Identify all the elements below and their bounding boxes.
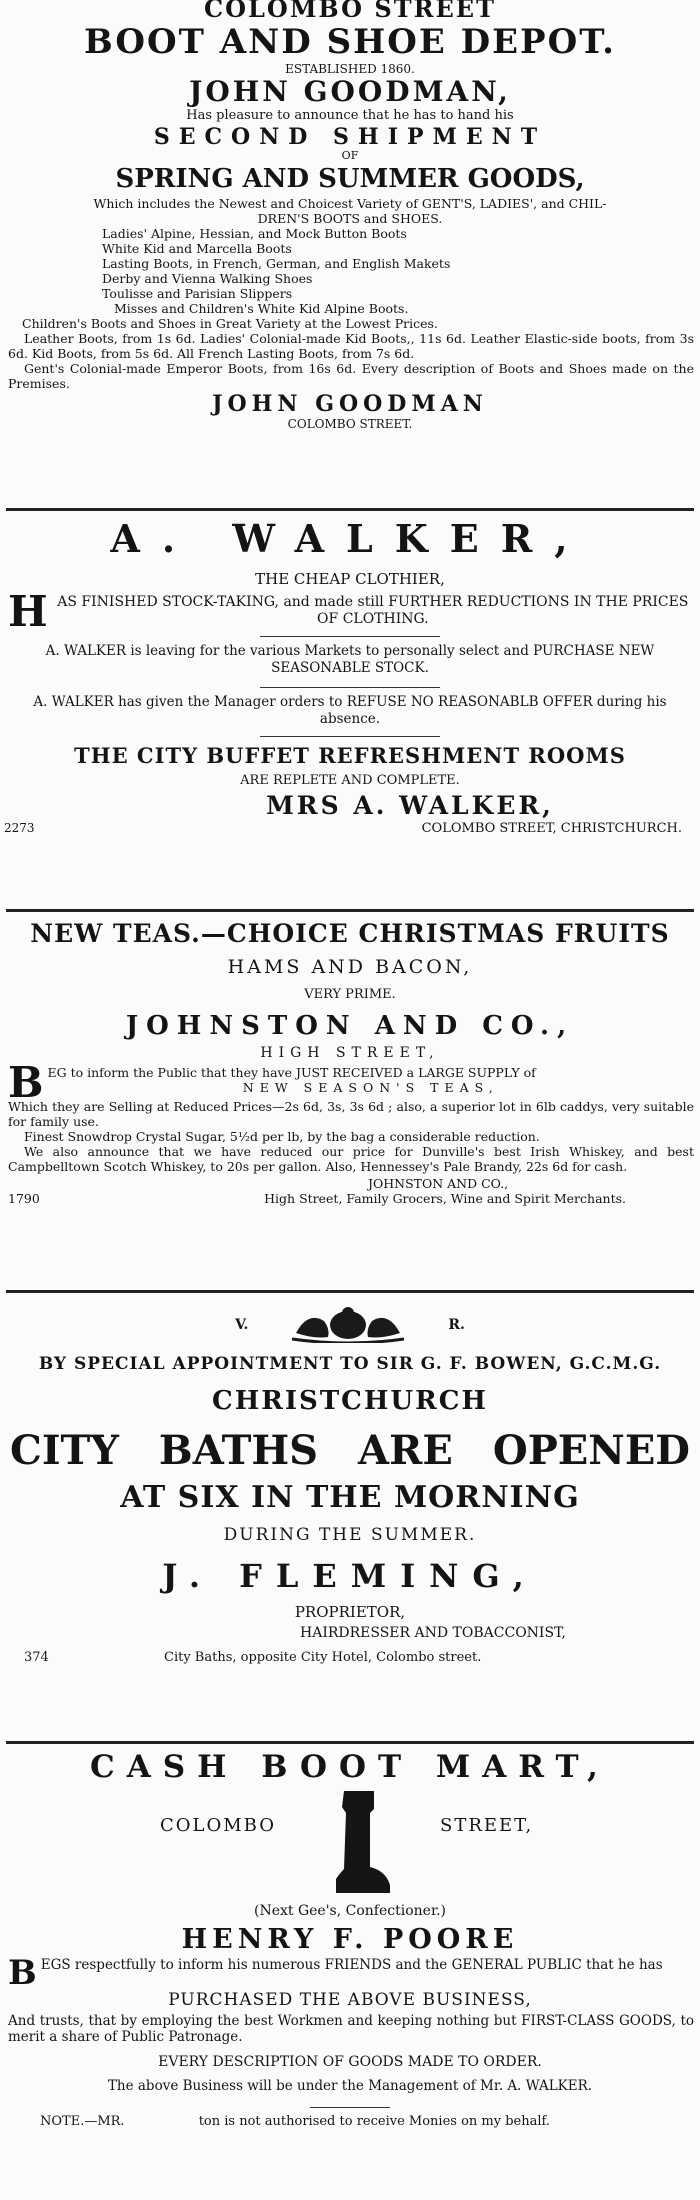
- short-rule: [260, 636, 440, 637]
- johnston-advertisement: [0, 915, 700, 1285]
- johnston-signature: JOHNSTON AND CO.,: [368, 1176, 509, 1191]
- johnston-body: [0, 1058, 700, 1206]
- hams-bacon: HAMS AND BACON,: [227, 956, 473, 978]
- goodman-name: JOHN GOODMAN,: [189, 76, 511, 108]
- management-line: The above Business will be under the Management of Mr. A. WALKER.: [107, 2078, 593, 2094]
- christchurch-heading: CHRISTCHURCH: [212, 1386, 488, 1416]
- reduced-prices-text: Which they are Selling at Reduced Prices—2s 6d, 3s, 3s 6d ; also, a superior lot in 6lb caddys, very suitable for family use.: [8, 1099, 694, 1129]
- short-rule: [260, 736, 440, 737]
- boot-icon: [330, 1789, 394, 1901]
- headline-word: OPENED: [492, 1426, 690, 1474]
- cash-boot-mart-heading: CASH BOOT MART,: [90, 1749, 610, 1785]
- pleasure-line: Has pleasure to announce that he has to hand his: [186, 108, 514, 123]
- johnston-intro: EG to inform the Public that they have JUST RECEIVED a LARGE SUPPLY of: [47, 1065, 536, 1080]
- headline-word: CITY: [10, 1426, 119, 1474]
- poore-trusts: And trusts, that by employing the best Workmen and keeping nothing but FIRST-CLASS GOODS, to merit a share of Public Patronage.: [8, 2013, 694, 2045]
- second-shipment: SECOND SHIPMENT: [153, 124, 547, 150]
- note-line: [0, 2114, 700, 2129]
- column-rule: [6, 1741, 694, 1744]
- ad-number: 2273: [4, 821, 35, 835]
- walker-markets-text: A. WALKER is leaving for the various Markets to personally select and PURCHASE NEW SEASONABLE STOCK.: [45, 643, 655, 676]
- stocktaking-paragraph: [0, 587, 700, 636]
- boot-row: [0, 1787, 700, 1899]
- spring-summer-goods: SPRING AND SUMMER GOODS,: [115, 164, 585, 194]
- johnston-merchants-line: High Street, Family Grocers, Wine and Spirit Merchants.: [264, 1191, 626, 1206]
- high-street: HIGH STREET,: [260, 1045, 440, 1061]
- goods-list-item: Derby and Vienna Walking Shoes: [102, 271, 313, 286]
- stocktaking-text: AS FINISHED STOCK-TAKING, and made still FURTHER REDUCTIONS IN THE PRICES OF CLOTHING.: [57, 594, 689, 627]
- walker-advertisement: [0, 514, 700, 898]
- city-buffet-heading: THE CITY BUFFET REFRESHMENT ROOMS: [74, 743, 626, 768]
- poore-body: [0, 1953, 700, 1993]
- very-prime: VERY PRIME.: [304, 987, 396, 1002]
- prices-paragraph-1: Leather Boots, from 1s 6d. Ladies' Colonial-made Kid Boots,, 11s 6d. Leather Elastic-side boots, from 3s 6d. Kid Boots, from 5s 6d. All French Lasting Boots, from 7s 6d.: [8, 331, 694, 361]
- six-in-morning: AT SIX IN THE MORNING: [120, 1480, 580, 1515]
- street-label: STREET,: [440, 1815, 534, 1836]
- of-line: OF: [341, 150, 359, 162]
- johnston-footer: [8, 1191, 694, 1206]
- drop-cap-h: H: [8, 587, 48, 636]
- children-line: Children's Boots and Shoes in Great Variety at the Lowest Prices.: [22, 316, 438, 331]
- short-rule: [310, 2107, 390, 2108]
- during-summer: DURING THE SUMMER.: [223, 1525, 477, 1545]
- established-line: ESTABLISHED 1860.: [285, 62, 415, 76]
- cheap-clothier: THE CHEAP CLOTHIER,: [255, 570, 445, 588]
- walker-address: COLOMBO STREET, CHRISTCHURCH.: [421, 821, 682, 836]
- purchased-business: PURCHASED THE ABOVE BUSINESS,: [168, 1990, 532, 2010]
- every-description: EVERY DESCRIPTION OF GOODS MADE TO ORDER.: [158, 2054, 542, 2070]
- ad-number: 374: [24, 1650, 49, 1665]
- whiskey-text: We also announce that we have reduced our price for Dunville's best Irish Whiskey, and best Campbelltown Scotch Whiskey, to 20s per gallon. Also, Hennessey's Pale Brandy, 22s 6d for cash.: [8, 1144, 694, 1174]
- goods-list: [0, 226, 700, 316]
- baths-footer: [0, 1650, 700, 1665]
- goods-list-item: White Kid and Marcella Boots: [102, 241, 292, 256]
- new-teas-heading: NEW TEAS.—CHOICE CHRISTMAS FRUITS: [30, 919, 670, 948]
- includes-line-2: DREN'S BOOTS and SHOES.: [257, 211, 443, 226]
- royal-coat-of-arms-icon: [288, 1303, 408, 1347]
- column-rule: [6, 909, 694, 912]
- goods-list-item: Misses and Children's White Kid Alpine Boots.: [114, 301, 409, 316]
- johnston-name: JOHNSTON AND CO.,: [125, 1011, 575, 1041]
- walker-name: A. WALKER,: [110, 516, 590, 561]
- colombo-label: COLOMBO: [160, 1815, 276, 1836]
- goods-list-item: Toulisse and Parisian Slippers: [102, 286, 293, 301]
- ad-number: 1790: [8, 1191, 40, 1206]
- column-rule: [6, 508, 694, 511]
- note-label: NOTE.—MR.: [40, 2114, 125, 2129]
- walker-footer: [0, 821, 700, 836]
- sugar-text: Finest Snowdrop Crystal Sugar, 5½d per lb, by the bag a considerable reduction.: [24, 1129, 540, 1144]
- baths-address: City Baths, opposite City Hotel, Colombo street.: [164, 1650, 482, 1665]
- goods-list-item: Lasting Boots, in French, German, and English Makets: [102, 256, 451, 271]
- new-seasons-teas: NEW SEASON'S TEAS,: [242, 1080, 499, 1095]
- note-text: ton is not authorised to receive Monies on my behalf.: [198, 2114, 550, 2129]
- prices-paragraph-2: Gent's Colonial-made Emperor Boots, from 16s 6d. Every description of Boots and Shoes made on the Premises.: [8, 361, 694, 391]
- goods-list-item: Ladies' Alpine, Hessian, and Mock Button Boots: [102, 226, 407, 241]
- headline-word: BATHS: [158, 1426, 319, 1474]
- henry-poore-name: HENRY F. POORE: [181, 1924, 519, 1955]
- column-rule: [6, 1290, 694, 1293]
- goodman-advertisement: [0, 0, 700, 468]
- short-rule: [260, 687, 440, 688]
- headline-boot-shoe-depot: BOOT AND SHOE DEPOT.: [84, 22, 616, 62]
- r-letter: R.: [448, 1317, 465, 1333]
- includes-line-1: Which includes the Newest and Choicest Variety of GENT'S, LADIES', and CHIL-: [93, 196, 607, 211]
- city-baths-advertisement: [0, 1296, 700, 1736]
- special-appointment: BY SPECIAL APPOINTMENT TO SIR G. F. BOWEN, G.C.M.G.: [38, 1354, 662, 1374]
- mrs-walker-name: MRS A. WALKER,: [266, 791, 554, 820]
- proprietor-line: PROPRIETOR,: [294, 1603, 406, 1621]
- drop-cap-b: B: [8, 1058, 44, 1107]
- city-baths-opened: [0, 1424, 700, 1476]
- goodman-street: COLOMBO STREET.: [287, 417, 413, 431]
- headline-word: ARE: [358, 1426, 453, 1474]
- fleming-name: J. FLEMING,: [162, 1557, 538, 1595]
- replete-line: ARE REPLETE AND COMPLETE.: [240, 773, 460, 788]
- poore-intro: EGS respectfully to inform his numerous FRIENDS and the GENERAL PUBLIC that he has: [40, 1957, 663, 1973]
- drop-cap-b: B: [8, 1953, 37, 1993]
- hairdresser-line: HAIRDRESSER AND TOBACCONIST,: [300, 1625, 566, 1641]
- cash-boot-mart-advertisement: [0, 1747, 700, 2200]
- goodman-signature: JOHN GOODMAN: [212, 391, 488, 417]
- v-letter: V.: [235, 1317, 249, 1333]
- royal-arms-row: [0, 1300, 700, 1350]
- walker-manager-text: A. WALKER has given the Manager orders to REFUSE NO REASONABLB OFFER during his absence.: [33, 694, 667, 727]
- headline-colombo-street: COLOMBO STREET: [204, 0, 496, 22]
- next-gees-line: (Next Gee's, Confectioner.): [253, 1903, 447, 1919]
